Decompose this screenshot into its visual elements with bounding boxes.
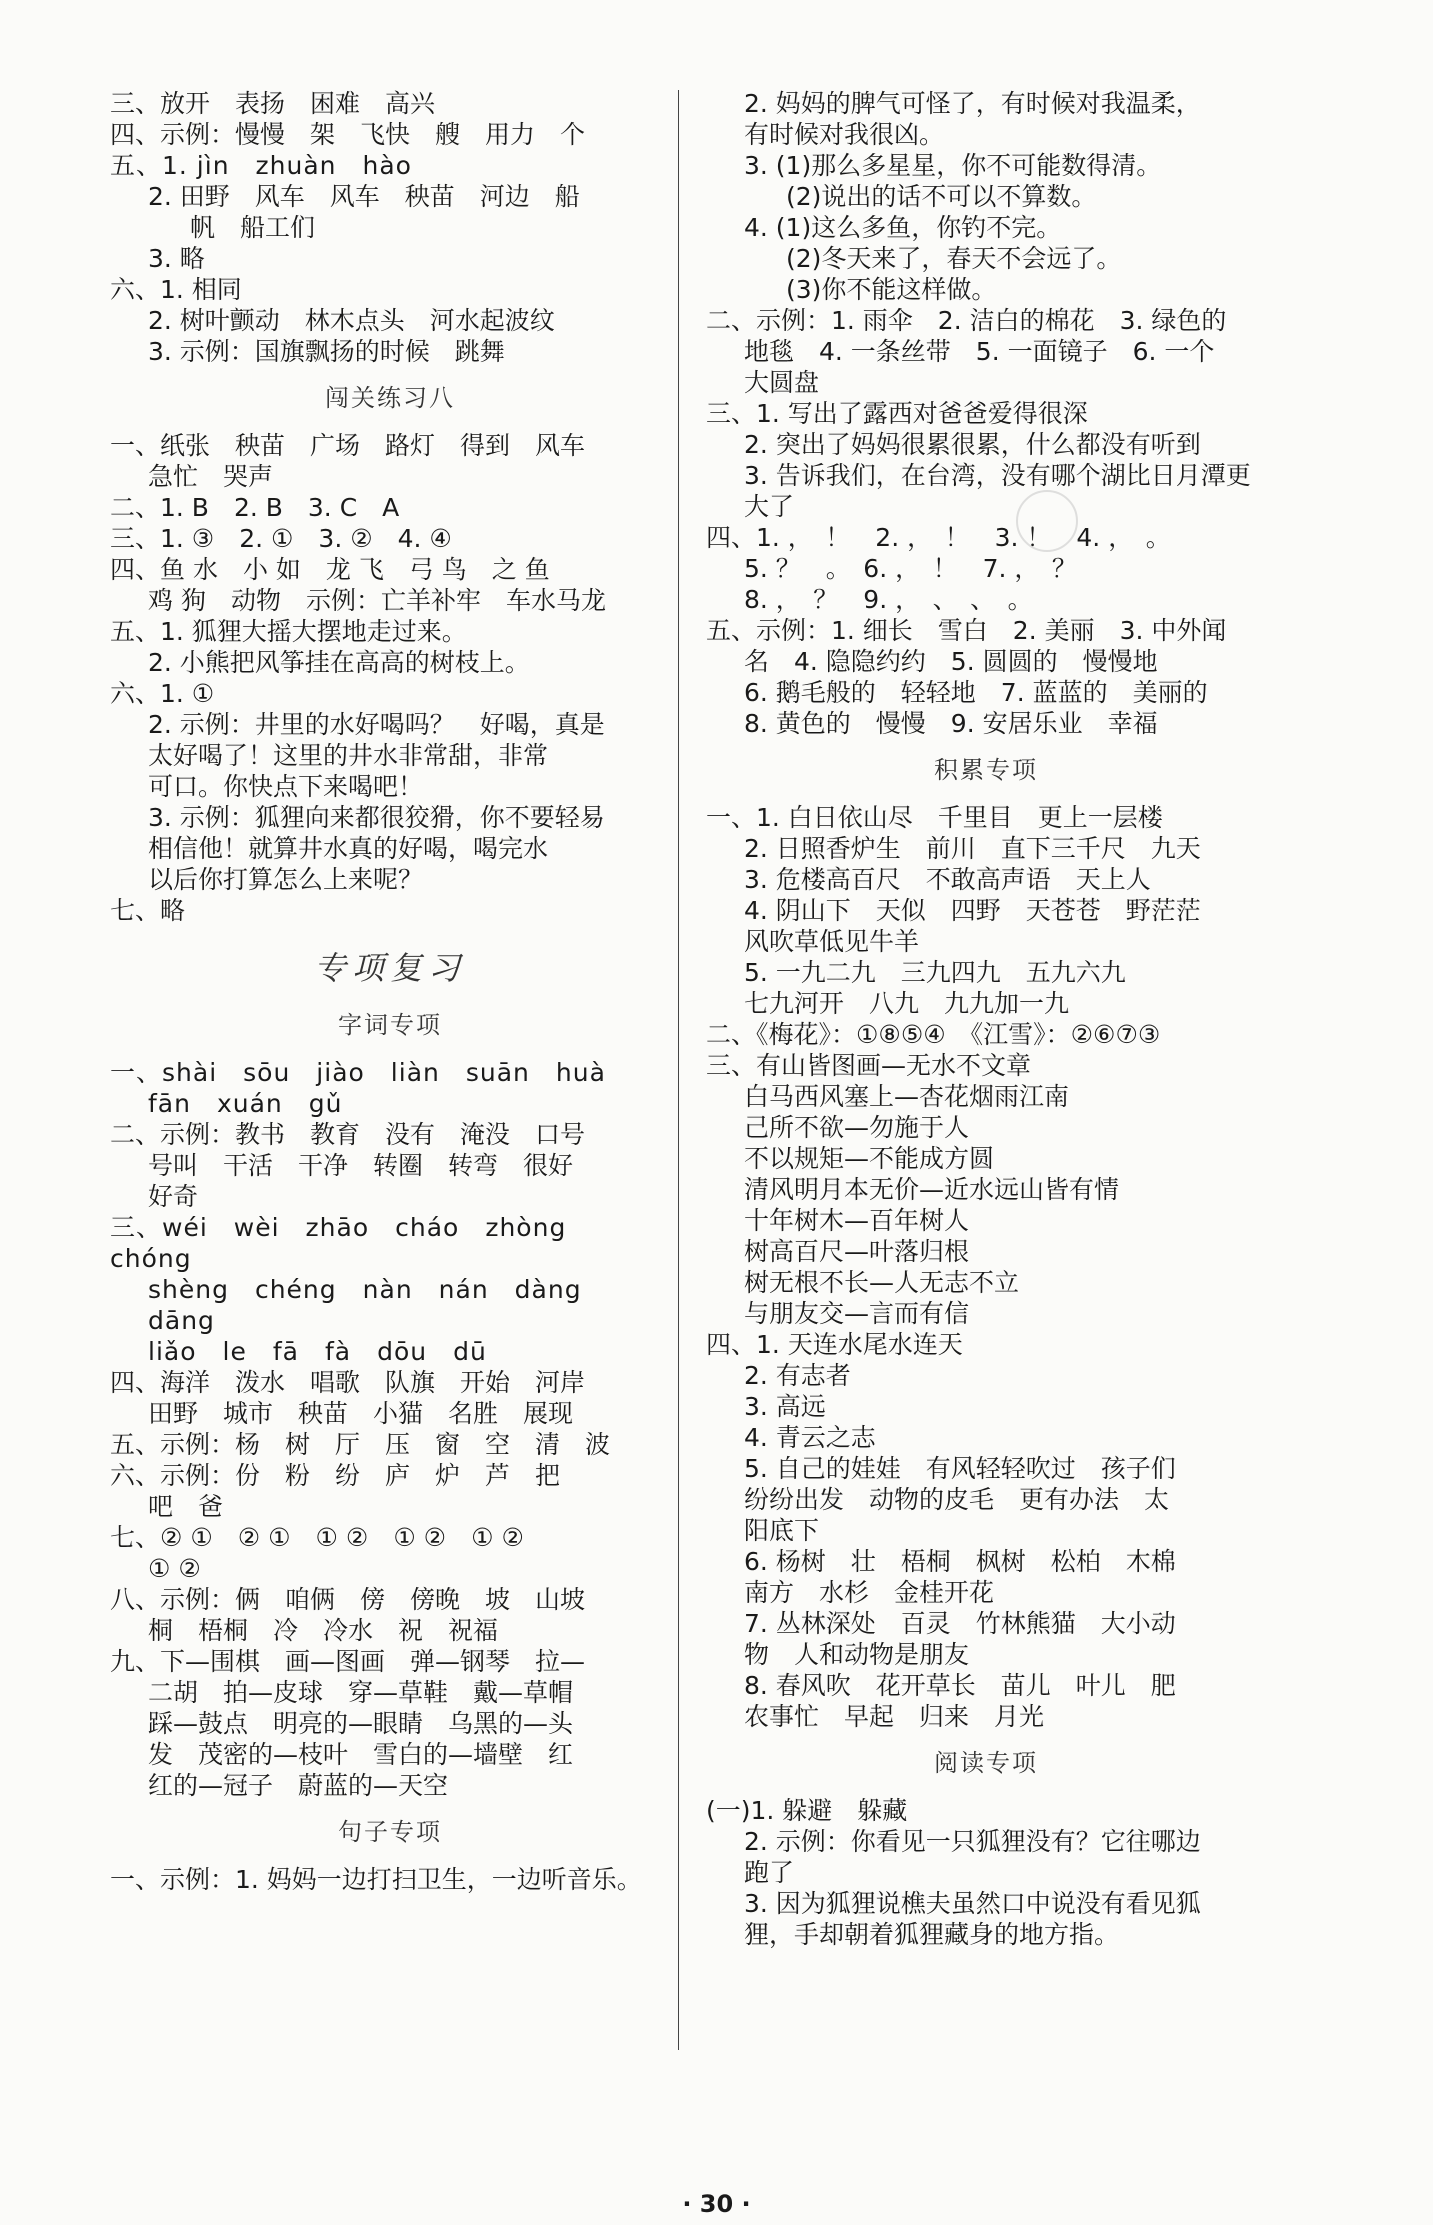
answer-line: 二胡 拍—皮球 穿—草鞋 戴—草帽 [148, 1678, 574, 1707]
section-heading: 阅读专项 [934, 1749, 1038, 1777]
answer-line: 急忙 哭声 [148, 462, 274, 491]
answer-line: 吧 爸 [148, 1492, 224, 1521]
answer-line: 三、有山皆图画—无水不文章 [706, 1051, 1032, 1080]
page-number: · 30 · [682, 2190, 751, 2218]
section-heading: 字词专项 [338, 1011, 442, 1039]
answer-line: 一、示例：1. 妈妈一边打扫卫生，一边听音乐。 [110, 1865, 642, 1894]
answer-line: 相信他！就算井水真的好喝，喝完水 [148, 834, 549, 863]
answer-line: 不以规矩—不能成方圆 [744, 1144, 995, 1173]
answer-line: 4. (1)这么多鱼，你钓不完。 [744, 213, 1062, 242]
answer-line: 己所不欲—勿施于人 [744, 1113, 970, 1142]
answer-line: 三、wéi wèi zhāo cháo zhòng chóng [110, 1213, 593, 1273]
answer-line: 白马西风塞上—杏花烟雨江南 [744, 1082, 1070, 1111]
answer-line: 大了 [744, 492, 795, 521]
column-divider [678, 90, 679, 2050]
answer-line: (一)1. 躲避 躲藏 [706, 1796, 908, 1825]
answer-line: (2)冬天来了，春天不会远了。 [786, 244, 1122, 273]
answer-line: 与朋友交—言而有信 [744, 1299, 970, 1328]
answer-line: 纷纷出发 动物的皮毛 更有办法 太 [744, 1485, 1170, 1514]
answer-line: 五、1. 狐狸大摇大摆地走过来。 [110, 617, 467, 646]
answer-line: 8. 黄色的 慢慢 9. 安居乐业 幸福 [744, 709, 1158, 738]
answer-line: liǎo le fā fà dōu dū [148, 1337, 487, 1366]
answer-line: 二、《梅花》：①⑧⑤④ 《江雪》：②⑥⑦③ [706, 1020, 1161, 1049]
answer-line: 三、1. ③ 2. ① 3. ② 4. ④ [110, 524, 452, 553]
answer-line: 一、shài sōu jiào liàn suān huà [110, 1058, 606, 1087]
answer-line: 树高百尺—叶落归根 [744, 1237, 970, 1266]
answer-line: 田野 城市 秧苗 小猫 名胜 展现 [148, 1399, 574, 1428]
answer-line: 6. 鹅毛般的 轻轻地 7. 蓝蓝的 美丽的 [744, 678, 1208, 707]
answer-line: 二、示例：1. 雨伞 2. 洁白的棉花 3. 绿色的 [706, 306, 1227, 335]
answer-line: 七、② ① ② ① ① ② ① ② ① ② [110, 1523, 524, 1552]
answer-line: 农事忙 早起 归来 月光 [744, 1702, 1045, 1731]
answer-line: 鸡 狗 动物 示例：亡羊补牢 车水马龙 [148, 586, 606, 615]
answer-line: 名 4. 隐隐约约 5. 圆圆的 慢慢地 [744, 647, 1158, 676]
answer-line: 3. (1)那么多星星，你不可能数得清。 [744, 151, 1162, 180]
answer-line: 跑了 [744, 1858, 795, 1887]
answer-line: 6. 杨树 壮 梧桐 枫树 松柏 木棉 [744, 1547, 1176, 1576]
left-column [110, 88, 670, 1895]
answer-line: 阳底下 [744, 1516, 820, 1545]
answer-line: 六、1. ① [110, 679, 215, 708]
answer-line: 4. 青云之志 [744, 1423, 876, 1452]
answer-line: 四、1. 天连水尾水连天 [706, 1330, 963, 1359]
answer-line: 2. 妈妈的脾气可怪了，有时候对我温柔， [744, 89, 1201, 118]
section-heading: 闯关练习八 [325, 384, 455, 412]
answer-line: 三、1. 写出了露西对爸爸爱得很深 [706, 399, 1088, 428]
answer-line: (2)说出的话不可以不算数。 [786, 182, 1097, 211]
answer-line: 3. 高远 [744, 1392, 826, 1421]
answer-line: 8. ， ？ 9. ， 、 、 。 [744, 585, 1033, 614]
answer-line: 三、放开 表扬 困难 高兴 [110, 89, 436, 118]
right-column [706, 88, 1266, 1950]
section-heading: 句子专项 [338, 1818, 442, 1846]
answer-line: 一、纸张 秧苗 广场 路灯 得到 风车 [110, 431, 586, 460]
answer-line: 四、海洋 泼水 唱歌 队旗 开始 河岸 [110, 1368, 586, 1397]
answer-line: 7. 丛林深处 百灵 竹林熊猫 大小动 [744, 1609, 1176, 1638]
answer-line: 3. 略 [148, 244, 205, 273]
answer-line: 帆 船工们 [190, 213, 316, 242]
answer-line: 四、1. ， ！ 2. ， ！ 3. ！ 4. ， 。 [706, 523, 1171, 552]
answer-line: 太好喝了！这里的井水非常甜，非常 [148, 741, 549, 770]
answer-line: 踩—鼓点 明亮的—眼睛 乌黑的—头 [148, 1709, 574, 1738]
answer-line: 5. 一九二九 三九四九 五九六九 [744, 958, 1126, 987]
answer-line: 六、示例：份 粉 纷 庐 炉 芦 把 [110, 1461, 561, 1490]
answer-line: 物 人和动物是朋友 [744, 1640, 970, 1669]
answer-line: 2. 小熊把风筝挂在高高的树枝上。 [148, 648, 530, 677]
answer-line: 二、示例：教书 教育 没有 淹没 口号 [110, 1120, 586, 1149]
answer-line: 二、1. B 2. B 3. C A [110, 493, 400, 522]
answer-line: 2. 突出了妈妈很累很累，什么都没有听到 [744, 430, 1201, 459]
answer-line: 八、示例：俩 咱俩 傍 傍晚 坡 山坡 [110, 1585, 586, 1614]
answer-line: 3. 告诉我们，在台湾，没有哪个湖比日月潭更 [744, 461, 1251, 490]
answer-line: 狸，手却朝着狐狸藏身的地方指。 [744, 1920, 1120, 1949]
answer-line: 8. 春风吹 花开草长 苗儿 叶儿 肥 [744, 1671, 1176, 1700]
chapter-heading: 专项复习 [313, 949, 466, 987]
answer-line: 五、示例：杨 树 厅 压 窗 空 清 波 [110, 1430, 611, 1459]
answer-line: 一、1. 白日依山尽 千里目 更上一层楼 [706, 803, 1163, 832]
answer-line: 五、示例：1. 细长 雪白 2. 美丽 3. 中外闻 [706, 616, 1227, 645]
answer-line: (3)你不能这样做。 [786, 275, 997, 304]
answer-line: 2. 树叶颤动 林木点头 河水起波纹 [148, 306, 555, 335]
answer-line: 3. 危楼高百尺 不敢高声语 天上人 [744, 865, 1151, 894]
answer-line: 2. 示例：井里的水好喝吗？ 好喝，真是 [148, 710, 605, 739]
answer-line: 大圆盘 [744, 368, 820, 397]
answer-line: 有时候对我很凶。 [744, 120, 945, 149]
answer-line: 3. 示例：狐狸向来都很狡猾，你不要轻易 [148, 803, 605, 832]
answer-line: 四、示例：慢慢 架 飞快 艘 用力 个 [110, 120, 586, 149]
answer-line: 风吹草低见牛羊 [744, 927, 920, 956]
answer-line: 九、下—围棋 画—图画 弹—钢琴 拉— [110, 1647, 586, 1676]
answer-line: 2. 日照香炉生 前川 直下三千尺 九天 [744, 834, 1201, 863]
answer-line: 七、略 [110, 896, 186, 925]
answer-line: 5. 自己的娃娃 有风轻轻吹过 孩子们 [744, 1454, 1176, 1483]
answer-line: 红的—冠子 蔚蓝的—天空 [148, 1771, 449, 1800]
answer-line: ① ② [148, 1554, 201, 1583]
answer-line: 5. ？ 。 6. ， ！ 7. ， ？ [744, 554, 1077, 583]
answer-line: 4. 阴山下 天似 四野 天苍苍 野茫茫 [744, 896, 1201, 925]
answer-line: 五、1. jìn zhuàn hào [110, 151, 412, 180]
answer-line: 地毯 4. 一条丝带 5. 一面镜子 6. 一个 [744, 337, 1215, 366]
answer-line: shèng chéng nàn nán dàng dāng [148, 1275, 608, 1335]
answer-line: 3. 示例：国旗飘扬的时候 跳舞 [148, 337, 505, 366]
answer-line: 十年树木—百年树人 [744, 1206, 970, 1235]
answer-line: 好奇 [148, 1182, 199, 1211]
answer-line: 清风明月本无价—近水远山皆有情 [744, 1175, 1120, 1204]
answer-line: 号叫 干活 干净 转圈 转弯 很好 [148, 1151, 574, 1180]
answer-line: 以后你打算怎么上来呢？ [148, 865, 424, 894]
answer-line: 树无根不长—人无志不立 [744, 1268, 1020, 1297]
answer-line: 六、1. 相同 [110, 275, 242, 304]
answer-line: 四、鱼 水 小 如 龙 飞 弓 鸟 之 鱼 [110, 555, 550, 584]
answer-line: 发 茂密的—枝叶 雪白的—墙壁 红 [148, 1740, 574, 1769]
answer-line: 南方 水杉 金桂开花 [744, 1578, 995, 1607]
section-heading: 积累专项 [934, 756, 1038, 784]
answer-line: 2. 田野 风车 风车 秧苗 河边 船 [148, 182, 580, 211]
answer-line: 七九河开 八九 九九加一九 [744, 989, 1070, 1018]
answer-line: 可口。你快点下来喝吧！ [148, 772, 424, 801]
answer-line: 桐 梧桐 冷 冷水 祝 祝福 [148, 1616, 499, 1645]
answer-line: 2. 有志者 [744, 1361, 851, 1390]
answer-line: fān xuán gǔ [148, 1089, 343, 1118]
answer-line: 2. 示例：你看见一只狐狸没有？它往哪边 [744, 1827, 1201, 1856]
answer-line: 3. 因为狐狸说樵夫虽然口中说没有看见狐 [744, 1889, 1201, 1918]
